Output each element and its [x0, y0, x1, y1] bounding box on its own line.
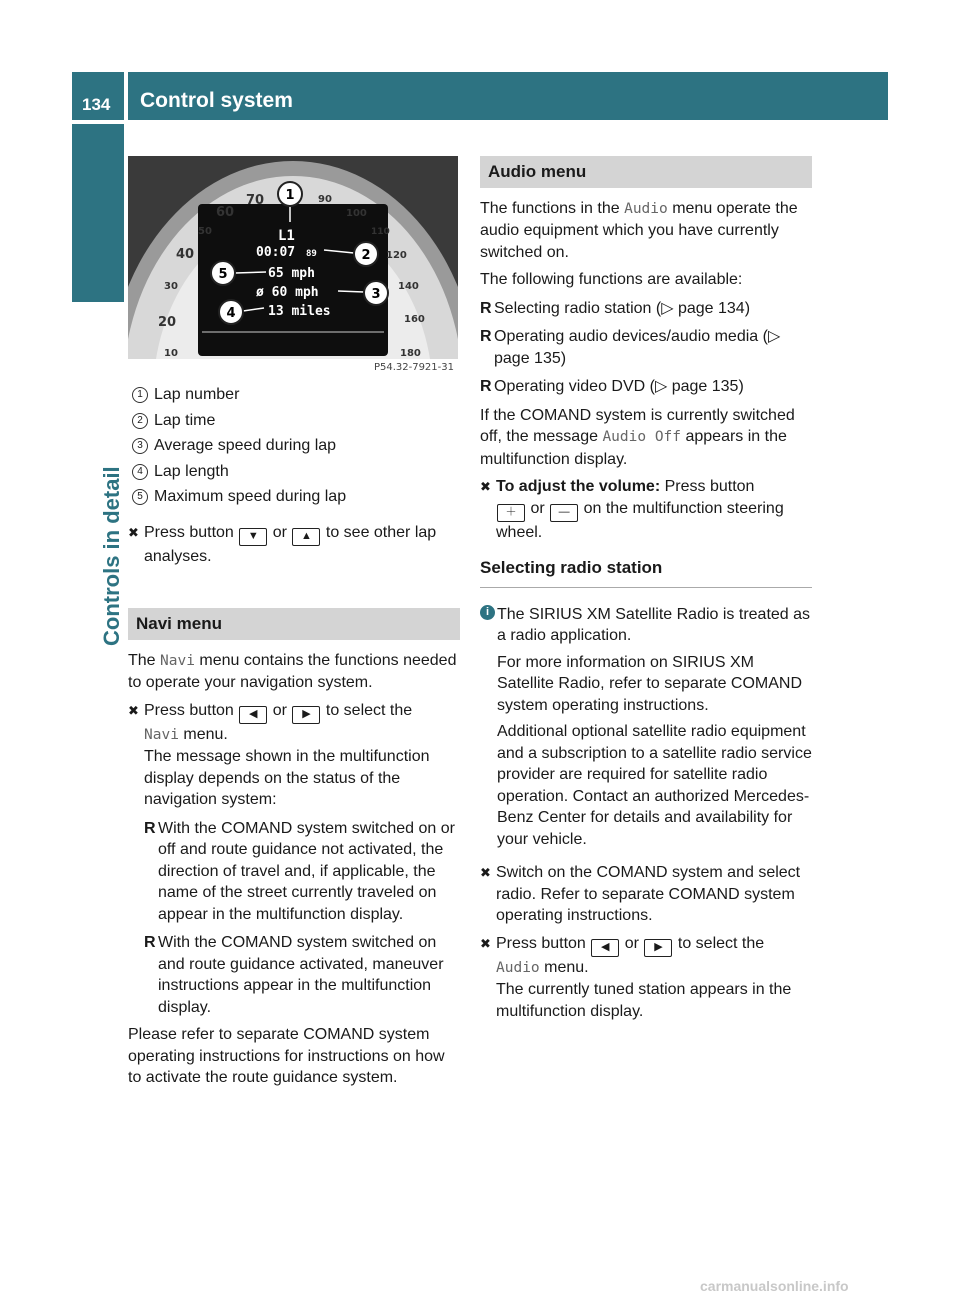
volume-step [480, 476, 812, 543]
switch-on-step [480, 862, 812, 927]
right-column [480, 156, 812, 1022]
step-arrow-icon: ✖ [128, 702, 139, 718]
legend-num: 3 [132, 438, 148, 454]
speed-180: 180 [400, 348, 421, 359]
step-arrow-icon: ✖ [480, 865, 491, 880]
minus-key-icon: — [550, 504, 578, 522]
step-text: Press button [664, 478, 755, 495]
text: menu contains the functions needed to operate your navigation system. [128, 651, 457, 691]
left-key-icon: ◀ [239, 706, 267, 724]
text: appears in the multifunction display. [480, 428, 787, 468]
step-text: to select the [325, 701, 413, 719]
navi-outro: Please refer to separate COMAND system operating instructions for instructions on how to activate the route guidance system. [128, 1026, 445, 1086]
down-key-icon: ▼ [239, 528, 267, 546]
step-text: The currently tuned station appears in the multifunction display. [496, 981, 792, 1020]
step-text: to select the [677, 934, 765, 952]
step-text: to see other lap analyses. [144, 523, 437, 565]
step-text: menu. [544, 958, 589, 976]
legend-num: 2 [132, 413, 148, 429]
speed-120: 120 [386, 250, 407, 261]
legend-item [128, 435, 460, 461]
lap-time: 00:07 [256, 245, 296, 260]
info-note [480, 604, 812, 851]
legend-text: Lap time [154, 411, 216, 429]
bullet-text: With the COMAND system switched on and route guidance activated, maneuver instructions appear in the multifunction display. [158, 934, 444, 1016]
audio-off [480, 405, 812, 471]
step-text: on the multifunction steering wheel. [496, 499, 784, 541]
mono-text: Navi [160, 652, 195, 669]
audio-bullet [480, 376, 812, 398]
mono-text: Navi [144, 726, 179, 743]
bullet-text: Operating audio devices/audio media (▷ page 135) [494, 328, 781, 367]
text: The [128, 651, 156, 669]
speed-10: 10 [164, 348, 178, 359]
audio-bullet [480, 326, 812, 369]
legend-item [128, 384, 460, 410]
bullet-text: Operating video DVD (▷ page 135) [494, 378, 744, 395]
legend-text: Maximum speed during lap [154, 488, 347, 505]
legend-list [128, 384, 460, 512]
legend-text: Average speed during lap [154, 437, 337, 454]
sidebar-label: Controls in detail [99, 466, 124, 646]
bullet-icon: R [480, 299, 492, 317]
speed-40: 40 [176, 247, 195, 262]
left-column [128, 384, 460, 1089]
legend-item [128, 486, 460, 512]
legend-item [128, 461, 460, 487]
text: menu operate the audio equipment which you have currently switched on. [480, 199, 798, 261]
step-arrow-icon: ✖ [480, 479, 491, 494]
mono-text: Audio [624, 200, 668, 217]
footer-watermark: carmanualsonline.info [700, 1278, 849, 1294]
speed-50: 50 [198, 226, 212, 237]
radio-heading: Selecting radio station [480, 557, 812, 588]
speed-90: 90 [318, 194, 332, 205]
max-speed: 65 mph [268, 266, 315, 281]
press-updown-step [128, 522, 460, 568]
speedometer-figure [128, 156, 458, 374]
step-text: The message shown in the multifunction display depends on the status of the navigation system: [144, 748, 430, 808]
navi-bullet [144, 932, 460, 1018]
legend-num: 4 [132, 464, 148, 480]
plus-key-icon: ＋ [497, 504, 525, 522]
legend-text: Lap length [154, 462, 229, 480]
callout-5: 5 [218, 267, 228, 282]
legend-num: 1 [132, 387, 148, 403]
step-arrow-icon: ✖ [128, 524, 139, 540]
page-title: Control system [140, 89, 293, 112]
step-text: or [530, 499, 545, 517]
callout-3: 3 [371, 287, 381, 302]
audio-intro [480, 198, 812, 264]
info-text: Additional optional satellite radio equipment and a subscription to a satellite radio service provider are required for satellite radio operation. Contact an authorized Mercedes-Benz Center for details and availability for your vehicle. [497, 723, 812, 848]
legend-text: Lap number [154, 386, 240, 403]
info-text: For more information on SIRIUS XM Satellite Radio, refer to separate COMAND system operating instructions. [497, 653, 803, 714]
navi-heading: Navi menu [128, 608, 460, 640]
info-text: The SIRIUS XM Satellite Radio is treated as a radio application. [497, 605, 811, 644]
sidebar-label-wrap [72, 306, 124, 646]
bullet-text: Selecting radio station (▷ page 134) [494, 299, 751, 317]
audio-heading: Audio menu [480, 156, 812, 188]
mono-text: Audio Off [602, 429, 682, 445]
speed-20: 20 [158, 315, 177, 330]
avg-speed: ø 60 mph [256, 285, 319, 300]
navi-press-step [128, 700, 460, 1019]
up-key-icon: ▲ [292, 528, 320, 546]
bullet-icon: R [144, 819, 156, 837]
speedometer-svg [128, 156, 458, 374]
step-arrow-icon: ✖ [480, 935, 491, 951]
bullet-icon: R [480, 378, 492, 395]
step-text: Press button [144, 523, 234, 541]
page-number-box [72, 72, 124, 120]
step-text: Press button [144, 701, 234, 719]
left-key-icon: ◀ [591, 939, 619, 957]
navi-bullet [144, 818, 460, 926]
step-text: Switch on the COMAND system and select radio. Refer to separate COMAND system operating instructions. [496, 864, 801, 924]
speed-140: 140 [398, 281, 419, 292]
bullet-icon: R [144, 934, 156, 951]
speed-160: 160 [404, 314, 425, 325]
step-text: Press button [496, 934, 586, 952]
text: The functions in the [480, 199, 620, 217]
right-key-icon: ▶ [644, 939, 672, 957]
mono-text: Audio [496, 959, 540, 976]
radio-press-step [480, 933, 812, 1023]
bullet-text: With the COMAND system switched on or off and route guidance not activated, the direction of travel and, if applicable, the name of the street currently traveled on appear in the multifunction display. [158, 819, 455, 923]
lap-time-sub: 89 [306, 249, 317, 259]
right-key-icon: ▶ [292, 706, 320, 724]
speed-110: 110 [371, 227, 390, 237]
callout-2: 2 [361, 248, 371, 263]
audio-available: The following functions are available: [480, 271, 743, 288]
callout-1: 1 [285, 188, 295, 203]
lap-label: L1 [278, 228, 295, 244]
info-icon: i [480, 605, 495, 620]
navi-intro [128, 650, 460, 694]
step-text: menu. [183, 725, 228, 743]
legend-num: 5 [132, 489, 148, 505]
lap-length: 13 miles [268, 304, 331, 319]
speed-100: 100 [346, 208, 367, 219]
text: If the COMAND system is currently switched off, the message [480, 406, 795, 445]
speed-30: 30 [164, 281, 178, 292]
speed-70: 70 [246, 193, 265, 208]
callout-4: 4 [226, 306, 236, 321]
step-text: or [624, 934, 639, 952]
sidebar-block [72, 124, 124, 302]
step-bold: To adjust the volume: [496, 478, 661, 495]
figure-code: P54.32-7921-31 [373, 362, 454, 373]
audio-bullet [480, 298, 812, 320]
legend-item [128, 410, 460, 436]
page-number: 134 [82, 95, 111, 114]
step-text: or [272, 523, 287, 541]
bullet-icon: R [480, 328, 492, 345]
step-text: or [272, 701, 287, 719]
header-bar [128, 72, 888, 120]
speed-60: 60 [216, 205, 235, 220]
